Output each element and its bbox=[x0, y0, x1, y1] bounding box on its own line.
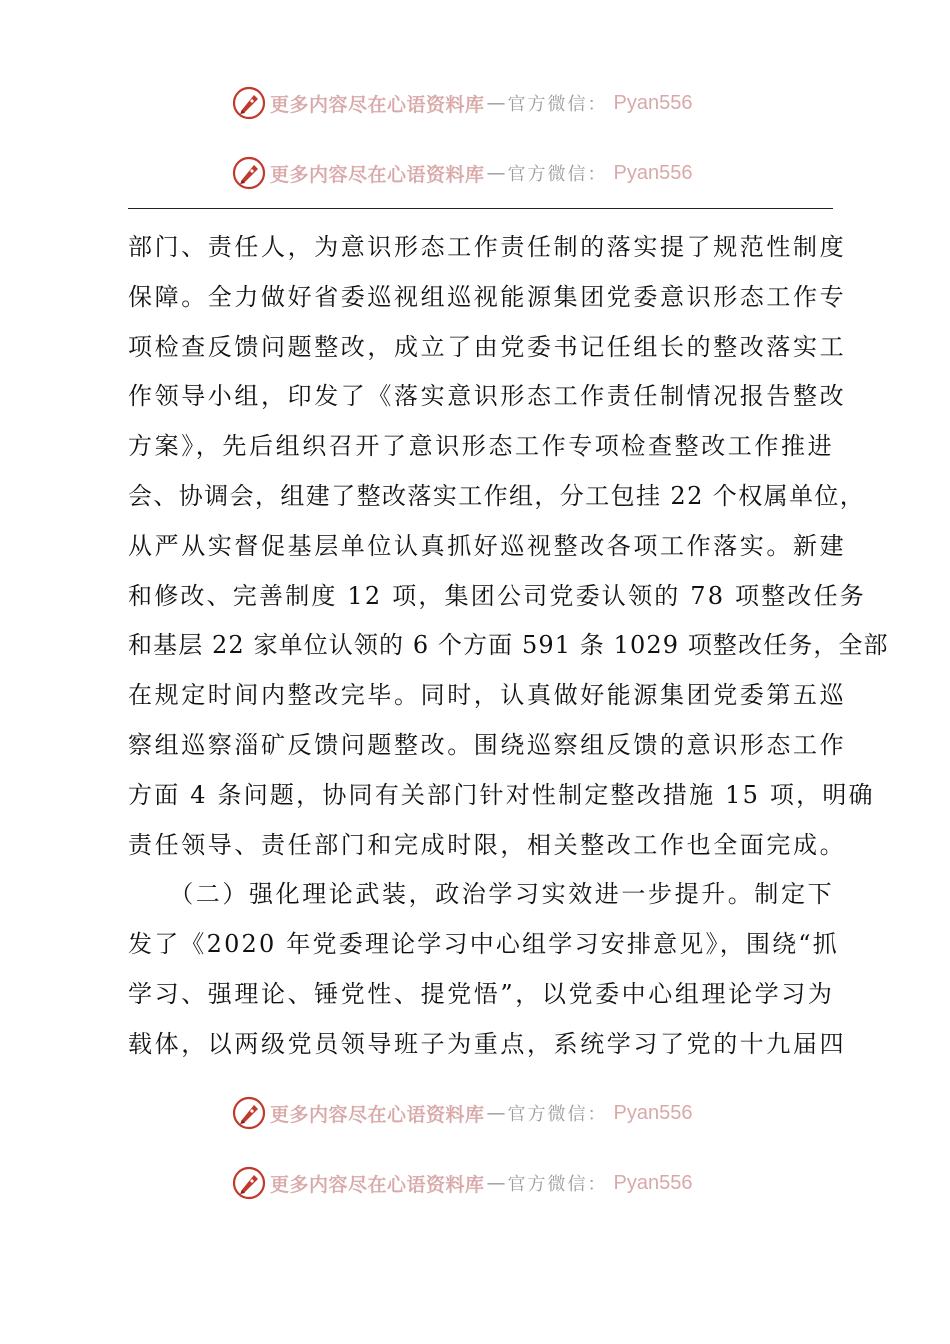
body-text-line: 项检查反馈问题整改，成立了由党委书记任组长的整改落实工 bbox=[128, 332, 847, 361]
body-text-line: 保障。全力做好省委巡视组巡视能源集团党委意识形态工作专 bbox=[128, 282, 847, 311]
body-text-line: 方案》，先后组织召开了意识形态工作专项检查整改工作推进 bbox=[128, 432, 835, 461]
body-text-line: 和基层 22 家单位认领的 6 个方面 591 条 1029 项整改任务，全部 bbox=[128, 631, 889, 660]
watermark-banner bbox=[232, 155, 752, 191]
body-text-line: 方面 4 条问题，协同有关部门针对性制定整改措施 15 项，明确 bbox=[128, 780, 875, 809]
banner-wechat-handle: Pyan556 bbox=[613, 91, 693, 114]
watermark-banner bbox=[232, 1095, 752, 1131]
banner-brand-text: 更多内容尽在心语资料库 bbox=[270, 93, 485, 116]
banner-brand-text: 更多内容尽在心语资料库 bbox=[270, 1103, 485, 1126]
body-text-line: 载体，以两级党员领导班子为重点，系统学习了党的十九届四 bbox=[128, 1029, 847, 1058]
header-divider bbox=[128, 208, 833, 209]
banner-wechat-label: 官方微信： bbox=[507, 1174, 608, 1195]
body-text-line: 部门、责任人，为意识形态工作责任制的落实提了规范性制度 bbox=[128, 233, 847, 261]
watermark-banner bbox=[232, 85, 752, 121]
banner-wechat-label: 官方微信： bbox=[507, 164, 608, 185]
document-body bbox=[128, 227, 889, 1074]
body-text-line: 责任领导、责任部门和完成时限，相关整改工作也全面完成。 bbox=[128, 830, 847, 859]
banner-brand-text: 更多内容尽在心语资料库 bbox=[270, 1173, 485, 1196]
pen-nib-logo-icon bbox=[232, 86, 266, 120]
banner-wechat-handle: Pyan556 bbox=[613, 1101, 693, 1124]
body-text-line: 从严从实督促基层单位认真抓好巡视整改各项工作落实。新建 bbox=[128, 531, 847, 560]
banner-dash: — bbox=[486, 1102, 506, 1124]
body-text-line: （二）强化理论武装，政治学习实效进一步提升。制定下 bbox=[128, 880, 835, 909]
watermark-banner bbox=[232, 1165, 752, 1201]
body-text-line: 发了《2020 年党委理论学习中心组学习安排意见》，围绕“抓 bbox=[128, 930, 839, 959]
banner-dash: — bbox=[486, 162, 506, 184]
banner-dash: — bbox=[486, 1172, 506, 1194]
banner-brand-text: 更多内容尽在心语资料库 bbox=[270, 163, 485, 186]
body-text-line: 作领导小组，印发了《落实意识形态工作责任制情况报告整改 bbox=[128, 382, 847, 411]
banner-dash: — bbox=[486, 92, 506, 114]
body-text-line: 会、协调会，组建了整改落实工作组，分工包挂 22 个权属单位， bbox=[128, 481, 866, 510]
pen-nib-logo-icon bbox=[232, 1166, 266, 1200]
pen-nib-logo-icon bbox=[232, 1096, 266, 1130]
body-text-line: 在规定时间内整改完毕。同时，认真做好能源集团党委第五巡 bbox=[128, 681, 847, 710]
banner-wechat-label: 官方微信： bbox=[507, 94, 608, 115]
banner-wechat-handle: Pyan556 bbox=[613, 1171, 693, 1194]
banner-wechat-handle: Pyan556 bbox=[613, 161, 693, 184]
body-text-line: 察组巡察淄矿反馈问题整改。围绕巡察组反馈的意识形态工作 bbox=[128, 730, 847, 759]
body-text-line: 和修改、完善制度 12 项，集团公司党委认领的 78 项整改任务 bbox=[128, 581, 866, 610]
pen-nib-logo-icon bbox=[232, 156, 266, 190]
body-text-line: 学习、强理论、锤党性、提党悟”，以党委中心组理论学习为 bbox=[128, 979, 835, 1008]
banner-wechat-label: 官方微信： bbox=[507, 1104, 608, 1125]
